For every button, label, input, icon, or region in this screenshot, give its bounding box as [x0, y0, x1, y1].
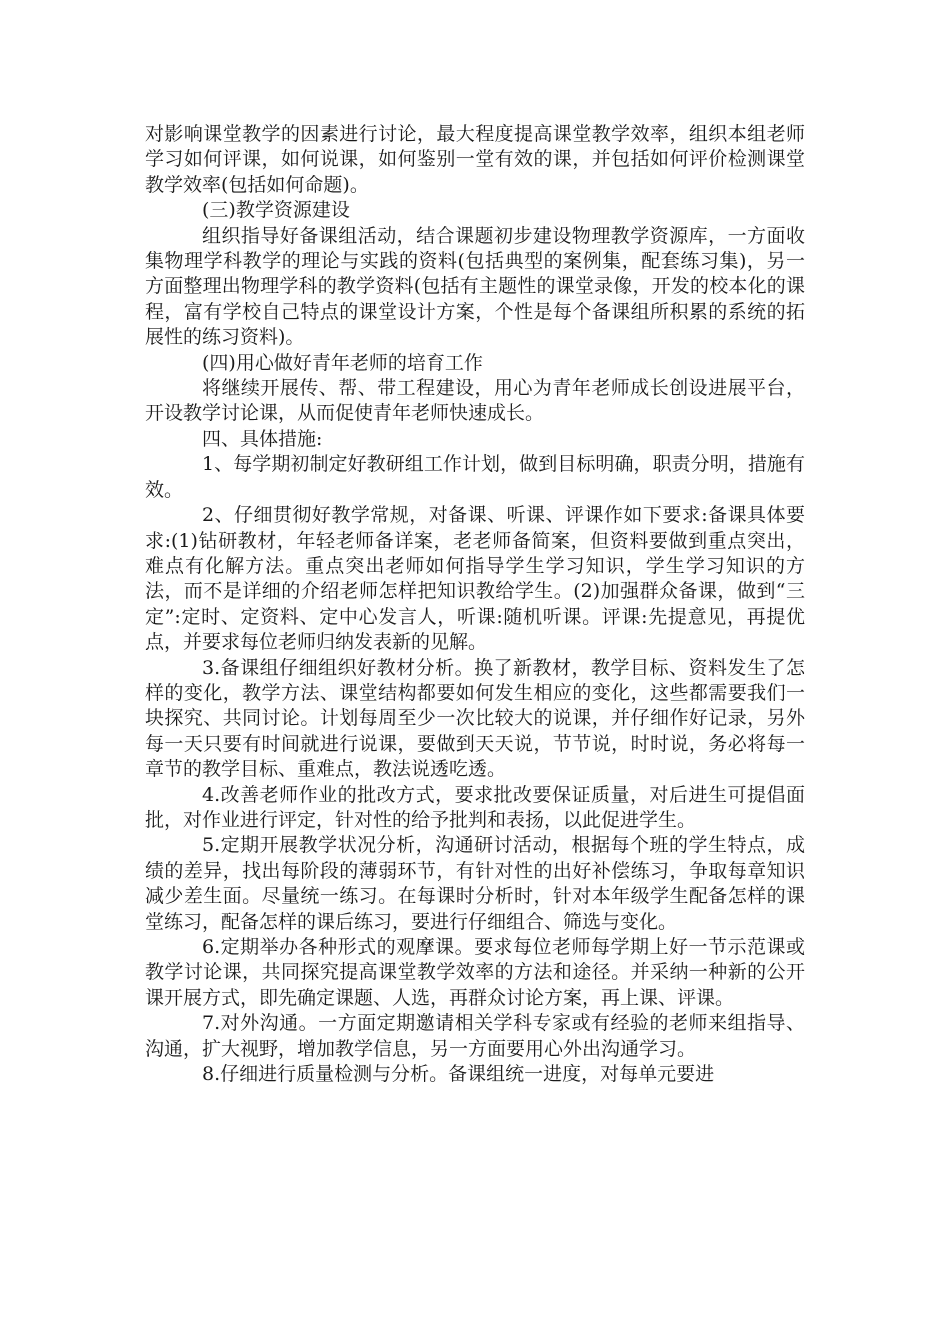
measure-item-7: 7.对外沟通。一方面定期邀请相关学科专家或有经验的老师来组指导、沟通，扩大视野，增加教学信息，另一方面要用心外出沟通学习。	[145, 1012, 805, 1060]
paragraph-young-teachers: 将继续开展传、帮、带工程建设，用心为青年老师成长创设进展平台，开设教学讨论课，从而促使青年老师快速成长。	[145, 377, 805, 425]
measure-item-2: 2、仔细贯彻好教学常规，对备课、听课、评课作如下要求:备课具体要求:(1)钻研教材，年轻老师备详案，老老师备简案，但资料要做到重点突出，难点有化解方法。重点突出老师如何指导学生学习知识，学生学习知识的方法，而不是详细的介绍老师怎样把知识教给学生。(2)加强群众备课，做到“三定”:定时、定资料、定中心发言人，听课:随机听课。评课:先提意见，再提优点，并要求每位老师归纳发表新的见解。	[145, 504, 805, 654]
measure-item-5: 5.定期开展教学状况分析，沟通研讨活动，根据每个班的学生特点，成绩的差异，找出每阶段的薄弱环节，有针对性的出好补偿练习，争取每章知识减少差生面。尽量统一练习。在每课时分析时，针对本年级学生配备怎样的课堂练习，配备怎样的课后练习，要进行仔细组合、筛选与变化。	[145, 834, 805, 933]
heading-specific-measures: 四、具体措施:	[202, 427, 323, 450]
heading-teaching-resources: (三)教学资源建设	[202, 199, 350, 222]
measure-item-3: 3.备课组仔细组织好教材分析。换了新教材，教学目标、资料发生了怎样的变化，教学方法、课堂结构都要如何发生相应的变化，这些都需要我们一块探究、共同讨论。计划每周至少一次比较大的说课，并仔细作好记录，另外每一天只要有时间就进行说课，要做到天天说，节节说，时时说，务必将每一章节的教学目标、重难点，教法说透吃透。	[145, 656, 805, 781]
measure-item-8: 8.仔细进行质量检测与分析。备课组统一进度，对每单元要进	[202, 1063, 715, 1086]
document-page	[145, 122, 805, 1087]
measure-item-6: 6.定期举办各种形式的观摩课。要求每位老师每学期上好一节示范课或教学讨论课，共同探究提高课堂教学效率的方法和途径。并采纳一种新的公开课开展方式，即先确定课题、人选，再群众讨论方案，再上课、评课。	[145, 936, 805, 1009]
paragraph-teaching-resources: 组织指导好备课组活动，结合课题初步建设物理教学资源库，一方面收集物理学科教学的理论与实践的资料(包括典型的案例集，配套练习集)，另一方面整理出物理学科的教学资料(包括有主题性的课堂录像，开发的校本化的课程，富有学校自己特点的课堂设计方案，个性是每个备课组所积累的系统的拓展性的练习资料)。	[145, 224, 805, 349]
heading-young-teachers: (四)用心做好青年老师的培育工作	[202, 351, 483, 374]
measure-item-4: 4.改善老师作业的批改方式，要求批改要保证质量，对后进生可提倡面批，对作业进行评定，针对性的给予批判和表扬，以此促进学生。	[145, 783, 805, 831]
measure-item-1: 1、每学期初制定好教研组工作计划，做到目标明确，职责分明，措施有效。	[145, 453, 805, 501]
paragraph-continuation: 对影响课堂教学的因素进行讨论，最大程度提高课堂教学效率，组织本组老师学习如何评课，如何说课，如何鉴别一堂有效的课，并包括如何评价检测课堂教学效率(包括如何命题)。	[145, 123, 805, 196]
